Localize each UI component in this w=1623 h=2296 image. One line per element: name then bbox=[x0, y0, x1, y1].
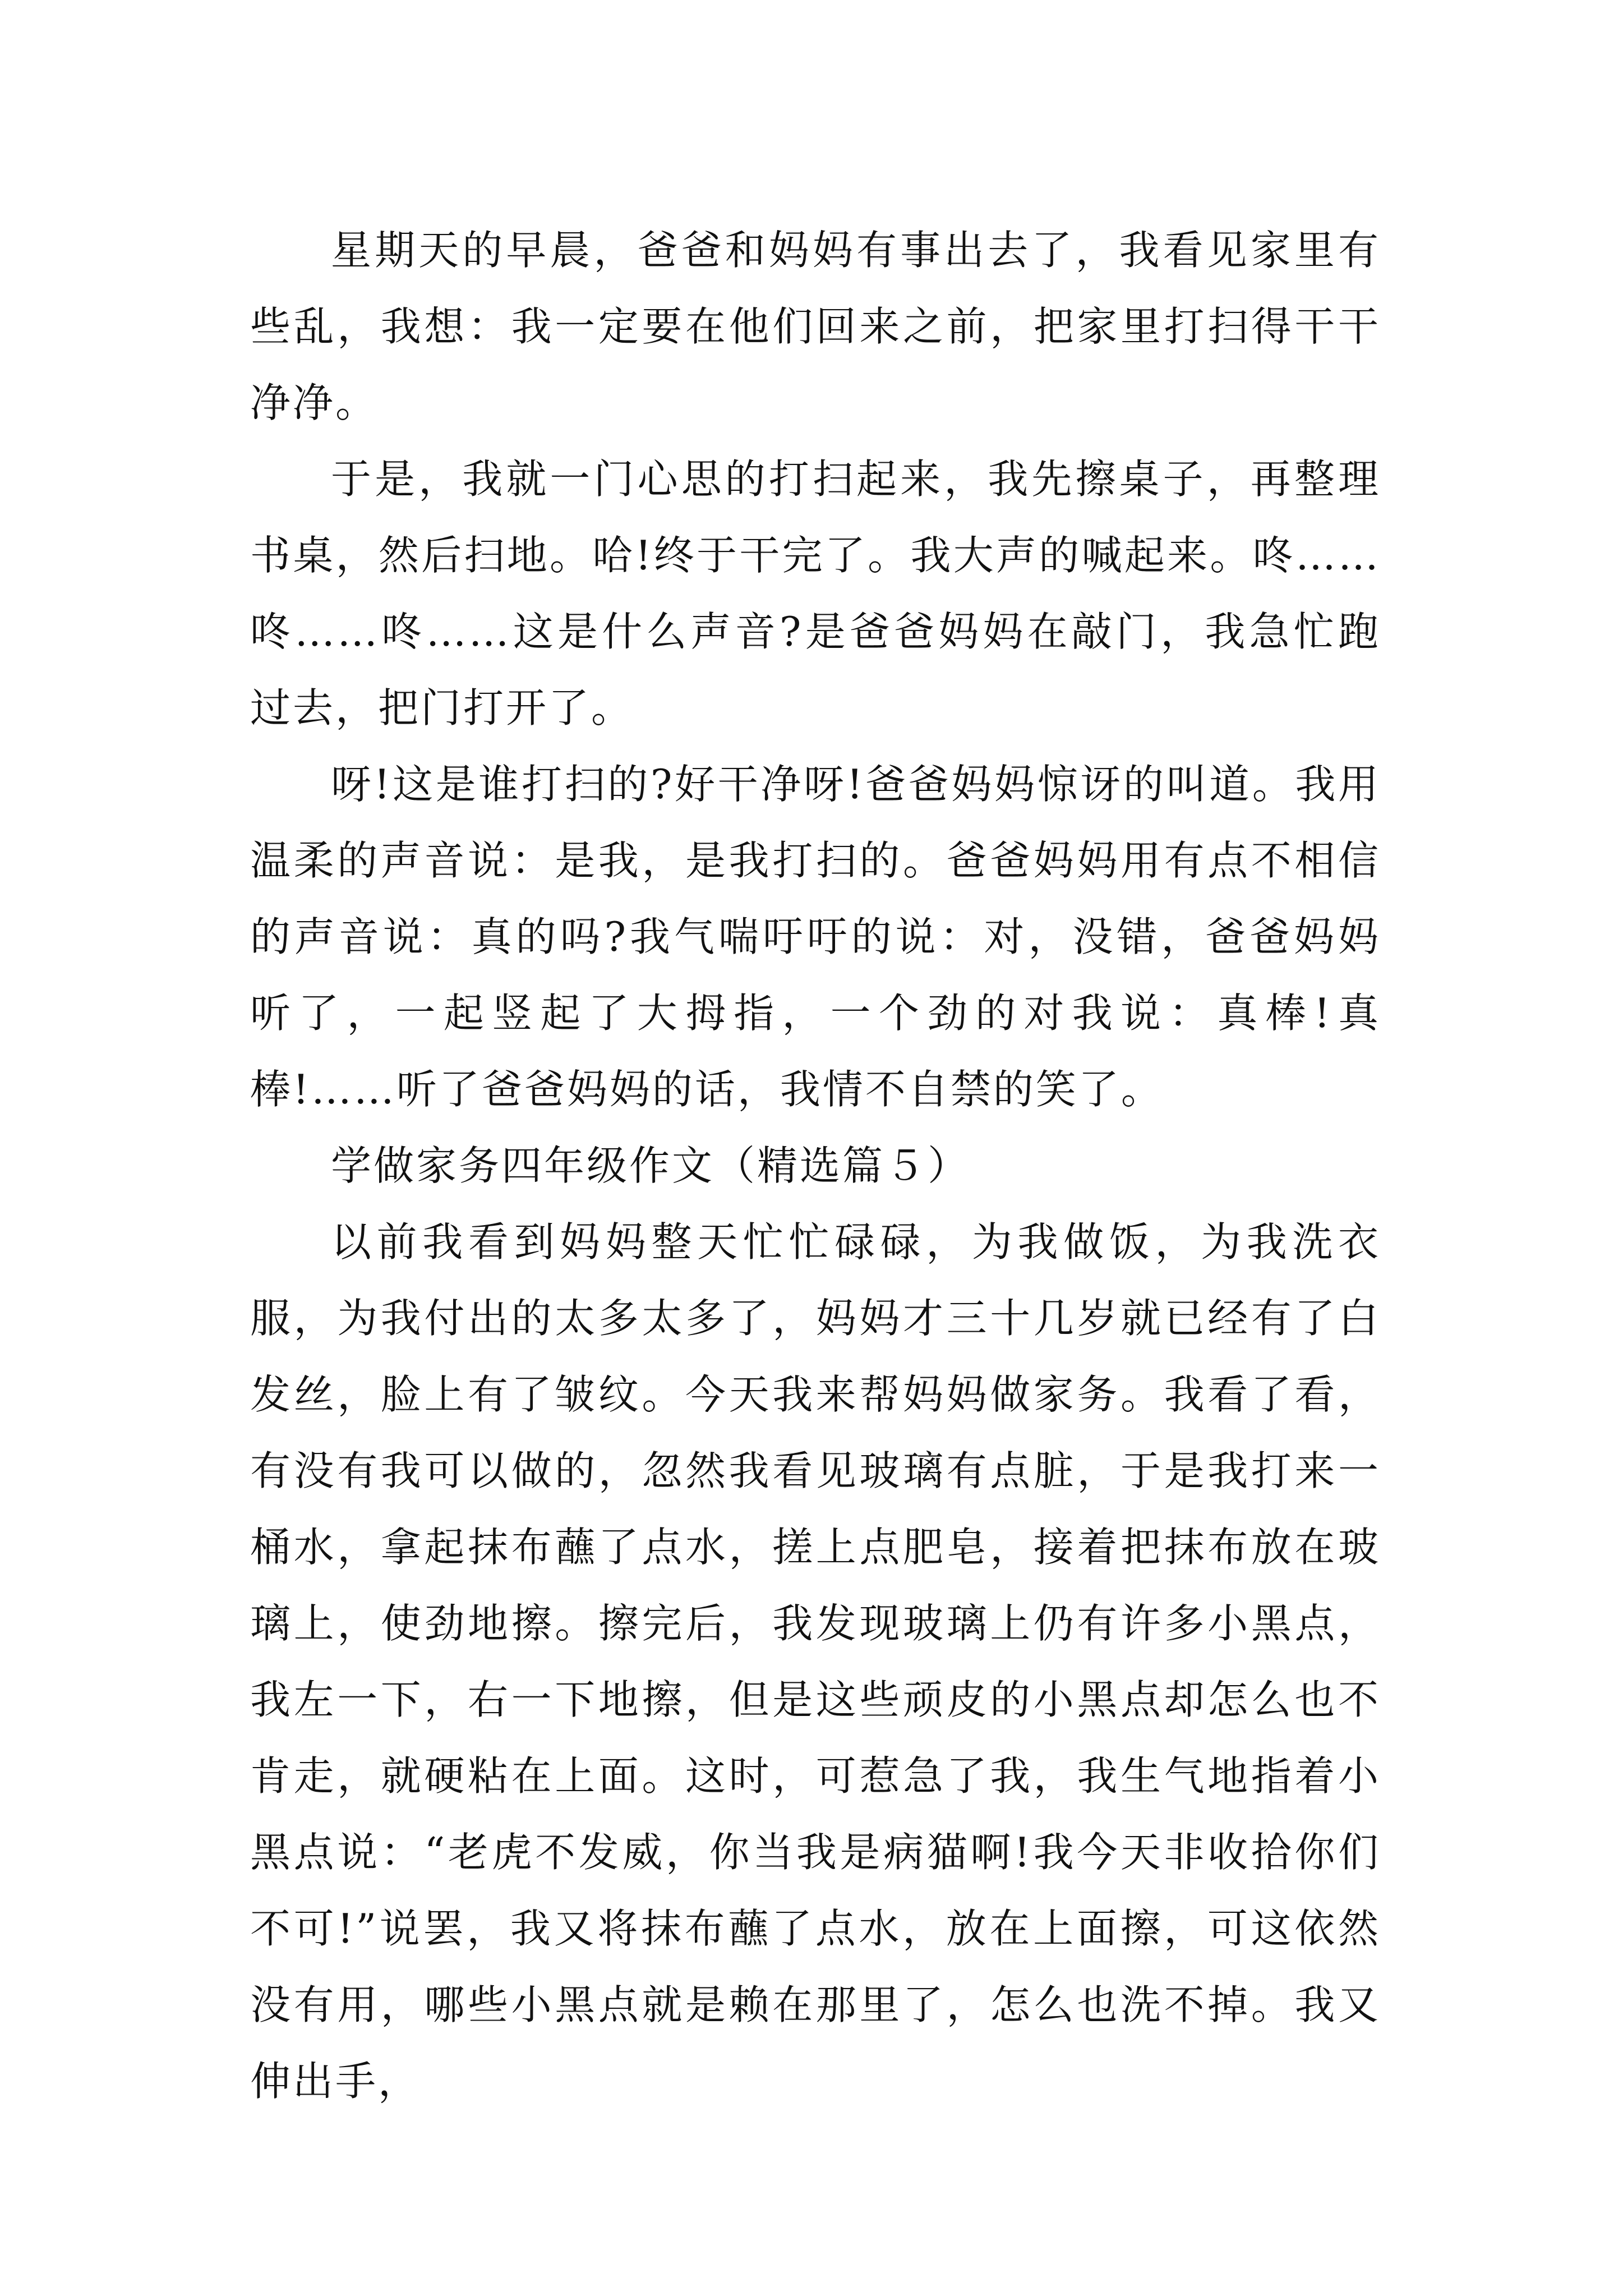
section-paragraph: 以前我看到妈妈整天忙忙碌碌，为我做饭，为我洗衣服，为我付出的太多太多了，妈妈才三十几岁就已经有了白发丝，脸上有了皱纹。今天我来帮妈妈做家务。我看了看，有没有我可以做的，忽然我看见玻璃有点脏，于是我打来一桶水，拿起抹布蘸了点水，搓上点肥皂，接着把抹布放在玻璃上，使劲地擦。擦完后，我发现玻璃上仍有许多小黑点，我左一下，右一下地擦，但是这些顽皮的小黑点却怎么也不肯走，就硬粘在上面。这时，可惹急了我，我生气地指着小黑点说：“老虎不发威，你当我是病猫啊!我今天非收拾你们不可!”说罢，我又将抹布蘸了点水，放在上面擦，可这依然没有用，哪些小黑点就是赖在那里了，怎么也洗不掉。我又伸出手， bbox=[250, 1218, 1381, 2105]
document-body bbox=[250, 212, 1381, 2119]
paragraph-3: 呀!这是谁打扫的?好干净呀!爸爸妈妈惊讶的叫道。我用温柔的声音说：是我，是我打扫的。爸爸妈妈用有点不相信的声音说：真的吗?我气喘吁吁的说：对，没错，爸爸妈妈听了，一起竖起了大拇指，一个劲的对我说：真棒!真棒!……听了爸爸妈妈的话，我情不自禁的笑了。 bbox=[250, 761, 1381, 1113]
paragraph-2: 于是，我就一门心思的打扫起来，我先擦桌子，再整理书桌，然后扫地。哈!终于干完了。我大声的喊起来。咚……咚……咚……这是什么声音?是爸爸妈妈在敲门，我急忙跑过去，把门打开了。 bbox=[250, 455, 1381, 731]
section-heading: 学做家务四年级作文（精选篇５） bbox=[331, 1142, 971, 1189]
paragraph-1: 星期天的早晨，爸爸和妈妈有事出去了，我看见家里有些乱，我想：我一定要在他们回来之前，把家里打扫得干干净净。 bbox=[250, 227, 1381, 426]
